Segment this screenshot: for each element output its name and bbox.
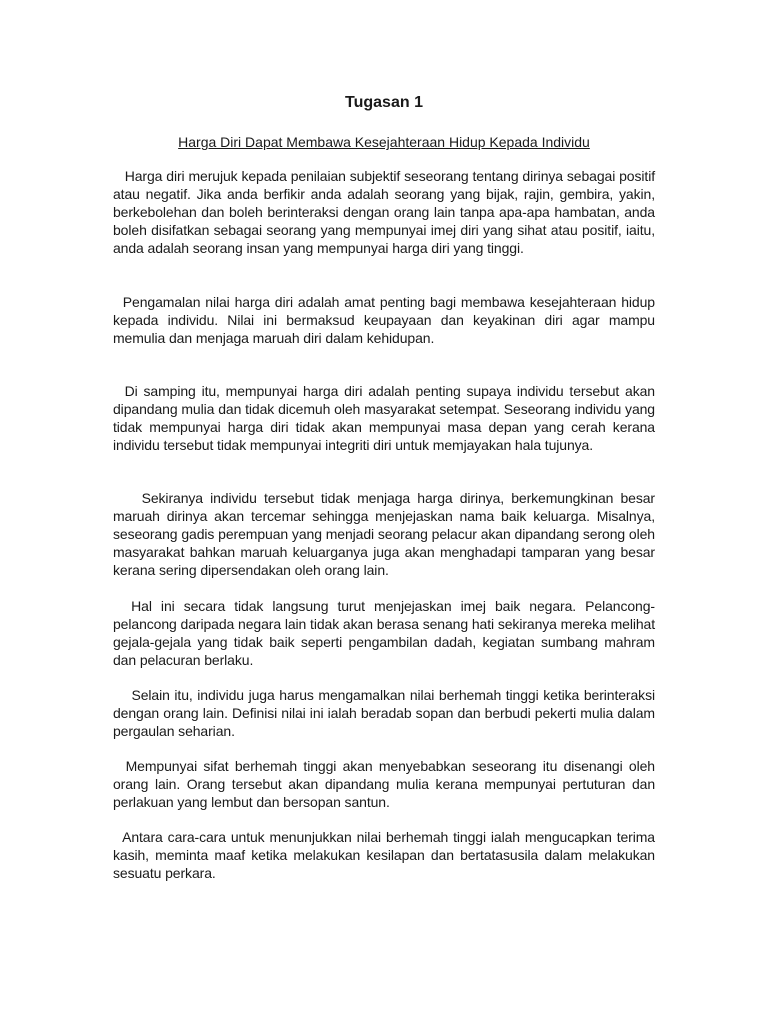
- paragraph-4: Sekiranya individu tersebut tidak menjaga harga dirinya, berkemungkinan besar maruah dirinya akan tercemar sehingga menjejaskan nama baik keluarga. Misalnya, seseorang gadis perempuan yang menjadi seorang pelacur akan dipandang serong oleh masyarakat bahkan maruah keluarganya juga akan menghadapi tamparan yang besar kerana sering dipersendakan oleh orang lain.: [113, 490, 655, 578]
- page-subtitle: Harga Diri Dapat Membawa Kesejahteraan Hidup Kepada Individu: [178, 134, 590, 150]
- paragraph-2: Pengamalan nilai harga diri adalah amat penting bagi membawa kesejahteraan hidup kepada individu. Nilai ini bermaksud keupayaan dan keyakinan diri agar mampu memulia dan menjaga maruah diri dalam kehidupan.: [113, 294, 655, 346]
- paragraph-5: Hal ini secara tidak langsung turut menjejaskan imej baik negara. Pelancong-pelancong daripada negara lain tidak akan berasa senang hati sekiranya mereka melihat gejala-gejala yang tidak baik seperti pengambilan dadah, kegiatan sumbang mahram dan pelacuran berlaku.: [113, 598, 655, 668]
- page-title: Tugasan 1: [345, 94, 423, 111]
- paragraph-7: Mempunyai sifat berhemah tinggi akan menyebabkan seseorang itu disenangi oleh orang lain. Orang tersebut akan dipandang mulia kerana mempunyai pertuturan dan perlakuan yang lembut dan bersopan santun.: [113, 758, 655, 810]
- paragraph-6: Selain itu, individu juga harus mengamalkan nilai berhemah tinggi ketika berinteraksi dengan orang lain. Definisi nilai ini ialah beradab sopan dan berbudi pekerti mulia dalam pergaulan seharian.: [113, 687, 655, 739]
- paragraph-1: Harga diri merujuk kepada penilaian subjektif seseorang tentang dirinya sebagai positif atau negatif. Jika anda berfikir anda adalah seorang yang bijak, rajin, gembira, yakin, berkebolehan dan boleh berinteraksi dengan orang lain tanpa apa-apa hambatan, anda boleh disifatkan sebagai seorang yang mempunyai imej diri yang sihat atau positif, iaitu, anda adalah seorang insan yang mempunyai harga diri yang tinggi.: [113, 168, 655, 256]
- paragraph-8: Antara cara-cara untuk menunjukkan nilai berhemah tinggi ialah mengucapkan terima kasih, meminta maaf ketika melakukan kesilapan dan bertatasusila dalam melakukan sesuatu perkara.: [113, 829, 655, 881]
- paragraph-3: Di samping itu, mempunyai harga diri adalah penting supaya individu tersebut akan dipandang mulia dan tidak dicemuh oleh masyarakat setempat. Seseorang individu yang tidak mempunyai harga diri tidak akan mempunyai masa depan yang cerah kerana individu tersebut tidak mempunyai integriti diri untuk memjayakan hala tujunya.: [113, 383, 655, 453]
